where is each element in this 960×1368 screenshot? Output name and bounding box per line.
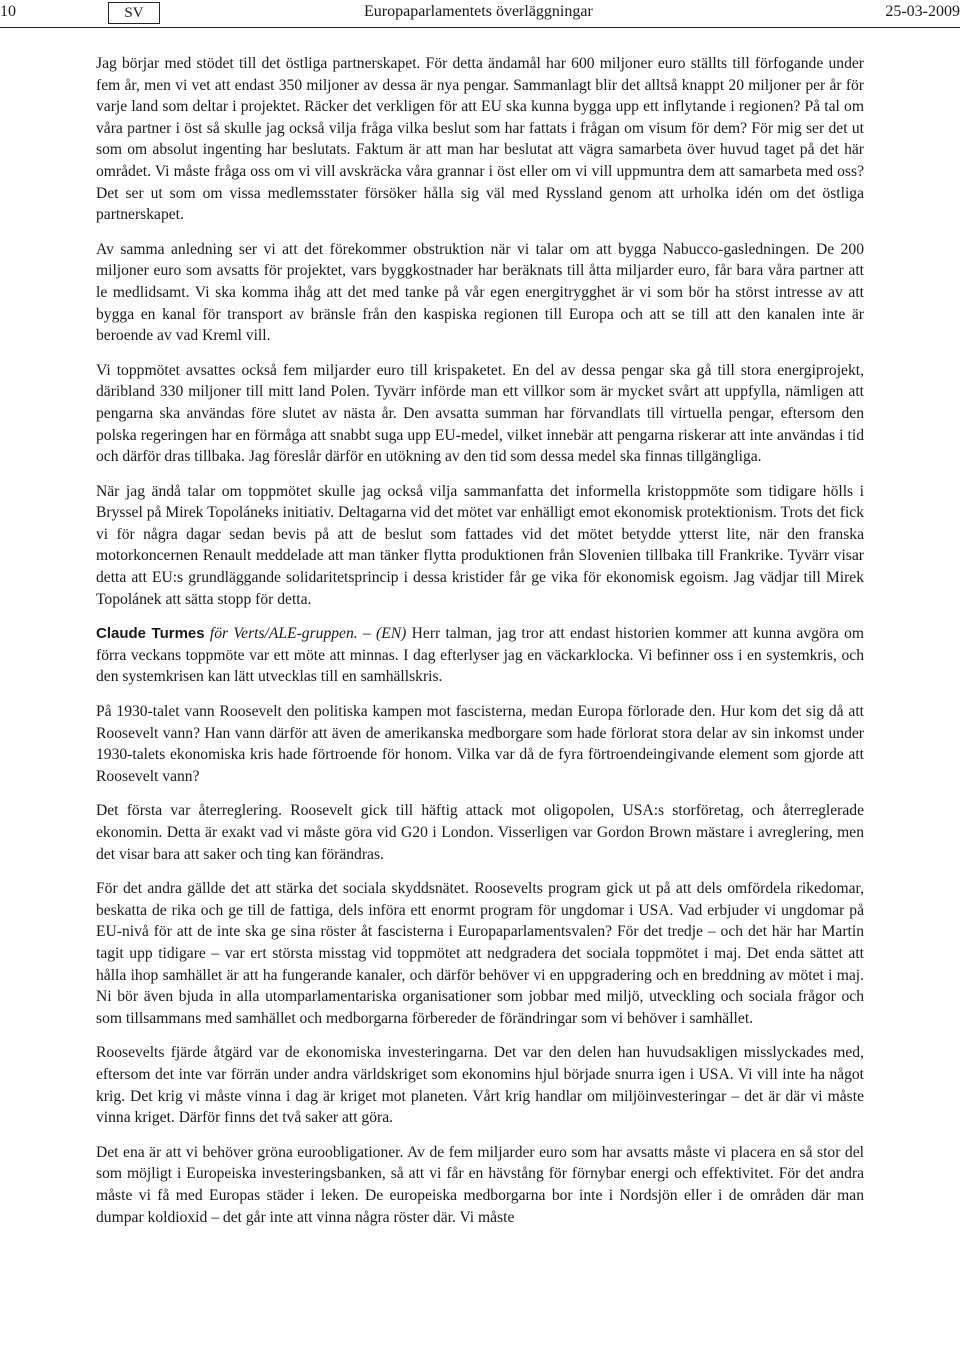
speech-language: (EN) (376, 625, 407, 643)
paragraph: För det andra gällde det att stärka det sociala skyddsnätet. Roosevelts program gick ut på att dels omfördela rikedomar, beskatta de rika och ge till de fattiga, dels införa ett enormt program för ungdomar i USA. Vad erbjuder vi ungdomar på EU-nivå för att de inte ska ge sina röster åt fascisterna i Europaparlamentsvalen? För det tredje – och det här har Martin tagit upp tidigare – var ert största misstag vid toppmötet att nedgradera det sociala toppmötet i maj. Det enda sättet att hålla ihop samhället är att ha fungerande kanaler, och därför behöver vi en uppgradering och en breddning av mötet i maj. Ni bör även bjuda in alla utomparlamentariska organisationer som jobbar med miljö, utveckling och sociala frågor och som tillsammans med samhället och medborgarna förbereder de förändringar som vi behöver i samhället. (96, 880, 864, 1027)
speech-dash: – (362, 625, 371, 643)
paragraph: Roosevelts fjärde åtgärd var de ekonomiska investeringarna. Det var den delen han huvudsakligen misslyckades med, eftersom det inte var förrän under andra världskriget som ekonomins hjul började snurra igen i USA. Vi vill inte ha något krig. Det krig vi måste vinna i dag är kriget mot planeten. Vårt krig handlar om miljöinvesteringar – det är där vi måste vinna kriget. Därför finns det två saker att göra. (96, 1044, 864, 1127)
document-date: 25-03-2009 (885, 3, 960, 20)
speaker-name: Claude Turmes (96, 625, 205, 643)
page-header (0, 0, 960, 28)
paragraph: Av samma anledning ser vi att det förekommer obstruktion när vi talar om att bygga Nabucco-gasledningen. De 200 miljoner euro som avsatts för projektet, vars byggkostnader har beräknats till åtta miljarder euro, får bara våra partner att le medlidsamt. Vi ska komma ihåg att det med tanke på vår egen energitrygghet är vi som bör ha störst intresse av att bygga en kanal för transport av bränsle från den kaspiska regionen till Europa och att se till att den kanalen inte är beroende av vad Kreml vill. (96, 240, 864, 345)
paragraph: Jag börjar med stödet till det östliga partnerskapet. För detta ändamål har 600 miljoner euro ställts till förfogande under fem år, men vi vet att endast 350 miljoner av dessa är nya pengar. Sammanlagt blir det alltså knappt 20 miljoner per år för varje land som deltar i projektet. Räcker det verkligen för att EU ska kunna bygga upp ett inflytande i regionen? På tal om våra partner i öst så skulle jag också vilja fråga vilka beslut som har fattats i frågan om visum för dem? För mig ser det ut som om absolut ingenting har beslutats. Faktum är att man har beslutat att vägra samarbeta över huvud taget på det här området. Vi måste fråga oss om vi vill avskräcka våra grannar i öst eller om vi vill uppmuntra dem att samarbeta med oss? Det ser ut som om vissa medlemsstater försöker hålla sig väl med Ryssland genom att urholka idén om det östliga partnerskapet. (96, 55, 864, 224)
page-number: 10 (0, 3, 16, 20)
paragraph: På 1930-talet vann Roosevelt den politiska kampen mot fascisterna, medan Europa förlorade den. Hur kom det sig då att Roosevelt vann? Han vann därför att även de amerikanska medborgare som hade förlorat stora delar av sin inkomst under 1930-talets ekonomiska kris hade förtroende för honom. Vilka var då de fyra förtroendeingivande element som gjorde att Roosevelt vann? (96, 703, 864, 785)
document-title: Europaparlamentets överläggningar (364, 3, 593, 20)
document-body (96, 53, 864, 1241)
political-group: för Verts/ALE-gruppen. (209, 625, 358, 643)
paragraph: Det ena är att vi behöver gröna euroobligationer. Av de fem miljarder euro som har avsatts måste vi placera en så stor del som möjligt i Europeiska investeringsbanken, så att vi får en hävstång för förnybar energi och effektivitet. För det andra måste vi få med Europas städer i leken. De europeiska medborgarna bor inte i Nordsjön eller i de områden där man dumpar koldioxid – det går inte att vinna några röster där. Vi måste (96, 1143, 864, 1226)
paragraph: När jag ändå talar om toppmötet skulle jag också vilja sammanfatta det informella kristoppmöte som tidigare hölls i Bryssel på Mirek Topoláneks initiativ. Deltagarna vid det mötet var enhälligt emot ekonomisk protektionism. Trots det fick vi för några dagar sedan bevis på att de beslut som fattades vid det mötet betydde ytterst lite, när den franska motorkoncernen Renault meddelade att man tänker flytta produktionen från Slovenien tillbaka till Frankrike. Tyvärr visar detta att EU:s grundläggande solidaritetsprincip i dessa kristider får ge vika för ekonomisk egoism. Jag vädjar till Mirek Topolánek att sätta stopp för detta. (96, 482, 864, 608)
paragraph: Vi toppmötet avsattes också fem miljarder euro till krispaketet. En del av dessa pengar ska gå till stora energiprojekt, däribland 330 miljoner till mitt land Polen. Tyvärr införde man ett villkor som är mycket svårt att uppfylla, nämligen att pengarna ska användas före slutet av nästa år. Den avsatta summan har förvandlats till virtuella pengar, eftersom den polska regeringen har en förmåga att snabbt suga upp EU-medel, vilket innebär att pengarna riskerar att inte användas i tid och därför dras tillbaka. Jag föreslår därför en utökning av den tid som dessa medel ska finnas tillgängliga. (96, 361, 864, 466)
language-code-box: SV (108, 2, 160, 24)
paragraph: Det första var återreglering. Roosevelt gick till häftig attack mot oligopolen, USA:s storföretag, och återreglerade ekonomin. Detta är exakt vad vi måste göra vid G20 i London. Visserligen var Gordon Brown mästare i avreglering, men det visar bara att saker och ting kan förändras. (96, 802, 864, 863)
speech-opening-paragraph (96, 623, 864, 688)
speech-text: Herr talman, jag tror att endast historien kommer att kunna avgöra om förra veckans toppmöte var ett möte att minnas. I dag efterlyser jag en väckarklocka. Vi befinner oss i en systemkris, och den systemkrisen kan lätt utvecklas till en samhällskris. (96, 625, 865, 686)
